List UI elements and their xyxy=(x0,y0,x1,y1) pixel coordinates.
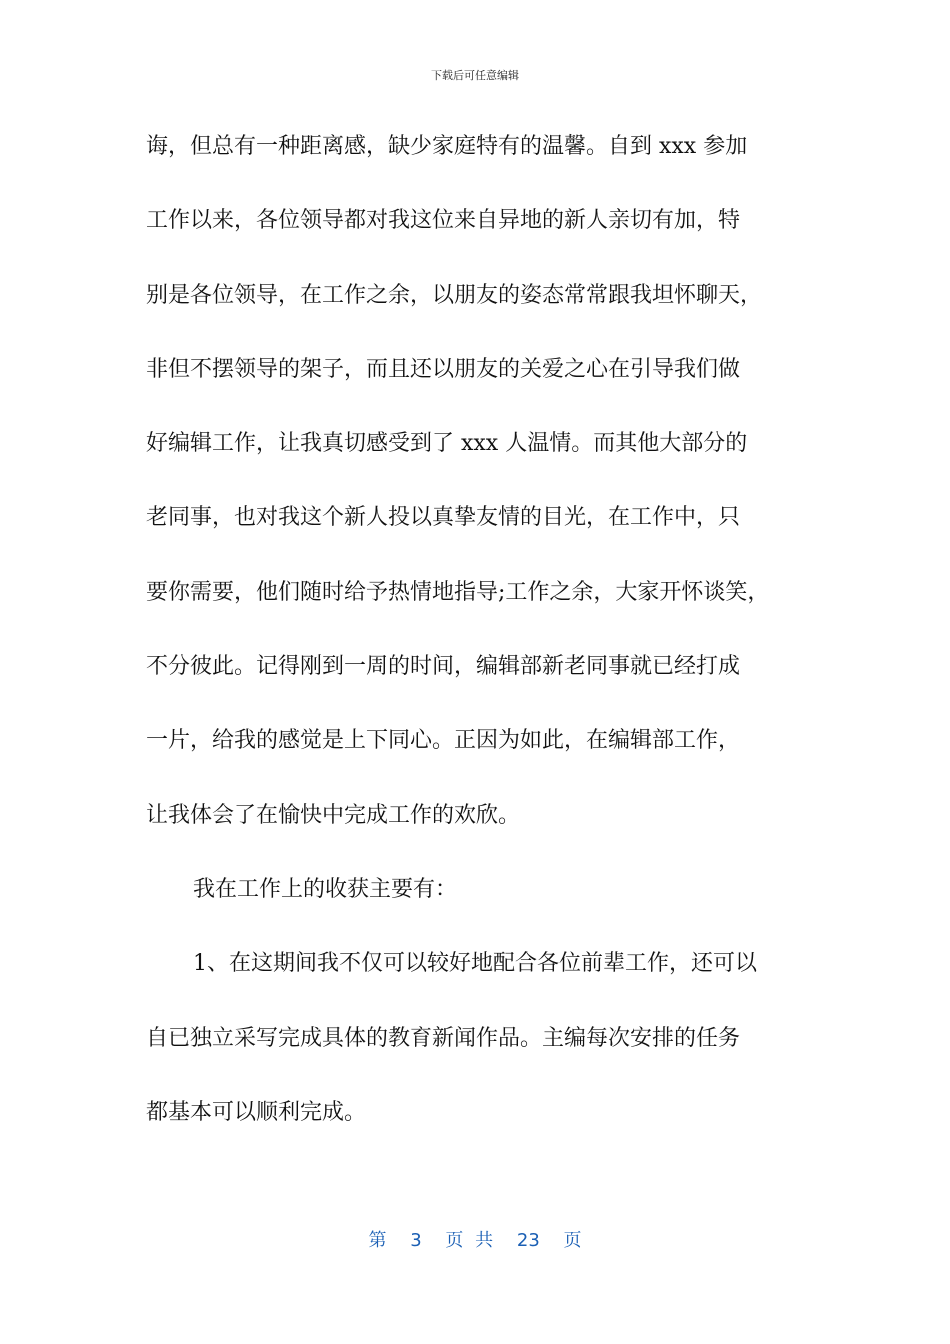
section-heading: 我在工作上的收获主要有： xyxy=(193,876,458,902)
footer-total-pages: 23 xyxy=(516,1230,540,1251)
text-line: 一片，给我的感觉是上下同心。正因为如此，在编辑部工作， xyxy=(146,728,741,754)
text-line: 非但不摆领导的架子，而且还以朋友的关爱之心在引导我们做 xyxy=(146,356,741,382)
text-line: 要你需要，他们随时给予热情地指导;工作之余，大家开怀谈笑， xyxy=(146,579,770,605)
footer-prefix: 第 xyxy=(368,1230,387,1251)
text-line: 别是各位领导，在工作之余，以朋友的姿态常常跟我坦怀聊天， xyxy=(146,282,763,308)
text-line: 好编辑工作，让我真切感受到了 xxx 人温情。而其他大部分的 xyxy=(146,431,748,457)
text-line: 让我体会了在愉快中完成工作的欢欣。 xyxy=(146,802,521,828)
text-line: 不分彼此。记得刚到一周的时间，编辑部新老同事就已经打成 xyxy=(146,654,741,680)
text-line: 诲，但总有一种距离感，缺少家庭特有的温馨。自到 xxx 参加 xyxy=(146,134,748,159)
text-line: 1、在这期间我不仅可以较好地配合各位前辈工作，还可以 xyxy=(193,951,757,977)
header-note: 下载后可任意编辑 xyxy=(431,69,519,82)
footer-suffix: 页 xyxy=(563,1230,582,1251)
text-line: 工作以来，各位领导都对我这位来自异地的新人亲切有加，特 xyxy=(146,208,741,234)
text-line: 老同事，也对我这个新人投以真挚友情的目光，在工作中，只 xyxy=(146,505,741,531)
text-line: 自已独立采写完成具体的教育新闻作品。主编每次安排的任务 xyxy=(146,1025,741,1051)
text-line: 都基本可以顺利完成。 xyxy=(146,1099,367,1125)
body-text xyxy=(146,128,826,1168)
footer-current-page: 3 xyxy=(410,1230,422,1251)
footer-middle: 页 共 xyxy=(445,1230,494,1251)
page-footer xyxy=(0,1226,950,1252)
